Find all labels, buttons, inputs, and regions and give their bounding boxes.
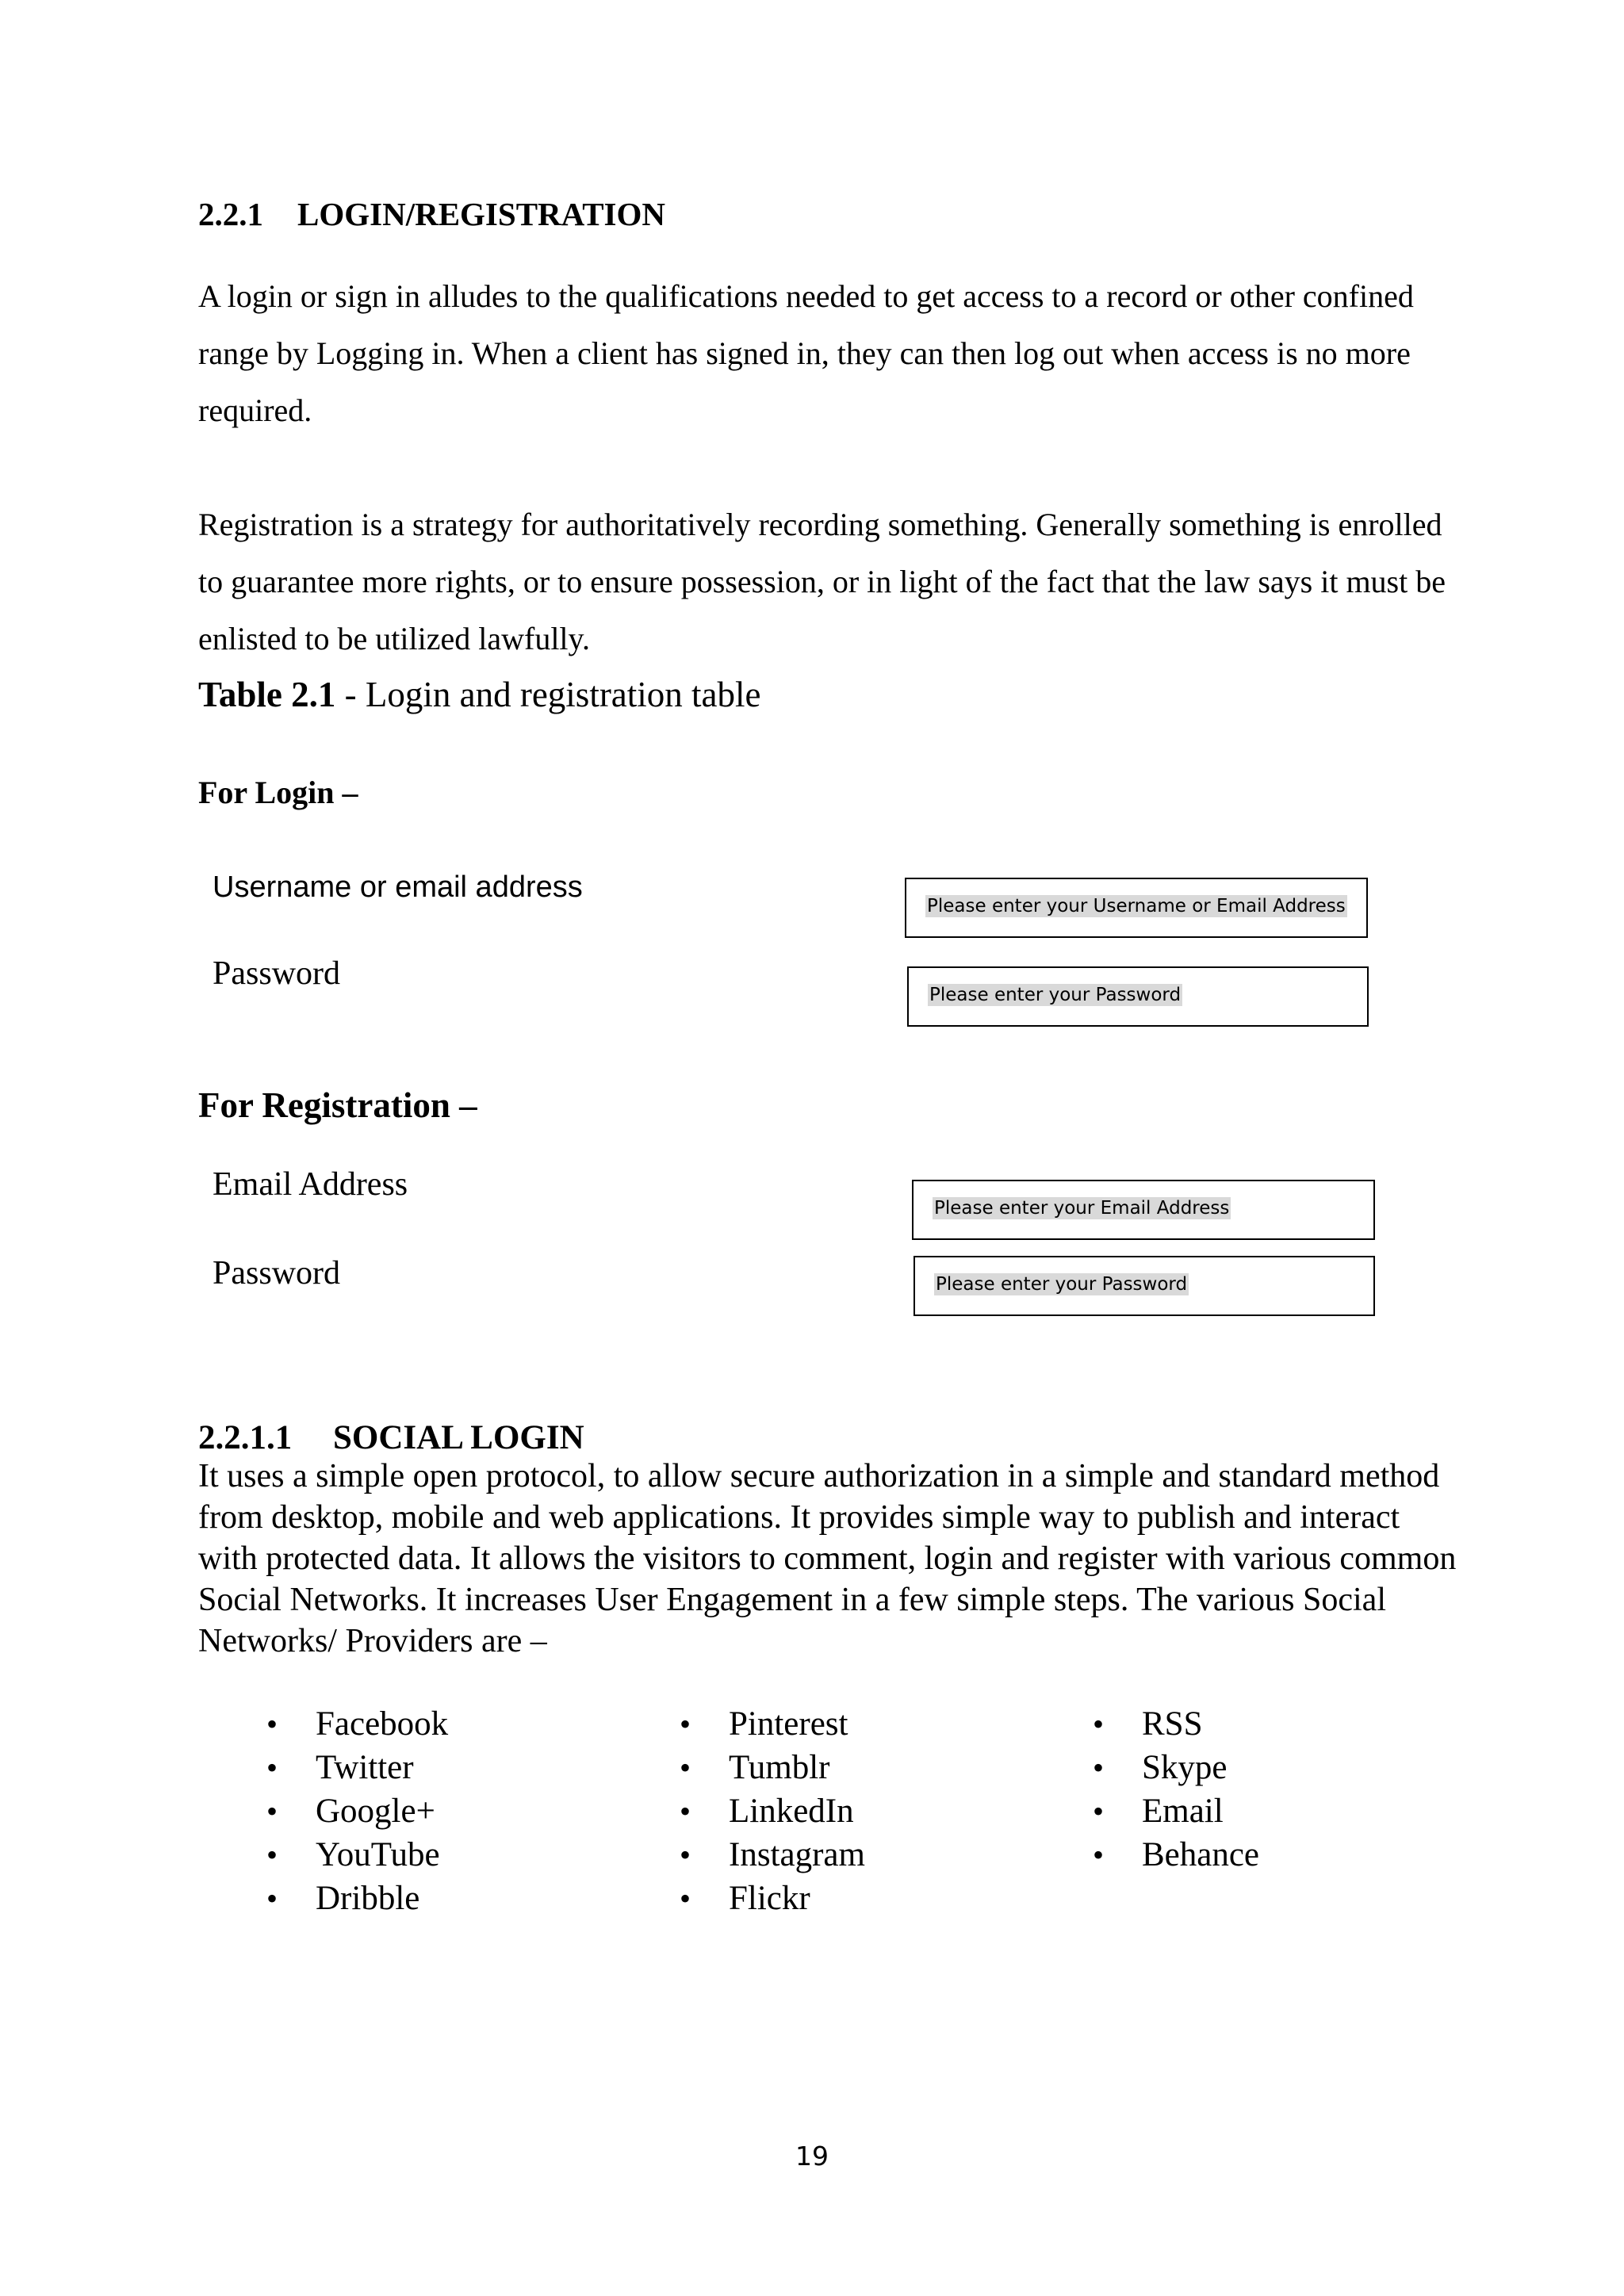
list-item: • Facebook — [203, 1702, 448, 1746]
login-heading: For Login – — [198, 775, 358, 810]
registration-email-placeholder: Please enter your Email Address — [934, 1198, 1230, 1219]
table-caption-label: Table 2.1 — [198, 675, 336, 714]
registration-heading: For Registration – — [198, 1085, 477, 1125]
list-item: • Email — [1029, 1789, 1259, 1833]
subsection-number: 2.2.1.1 — [198, 1419, 293, 1456]
list-item: • Tumblr — [616, 1746, 865, 1789]
subsection-heading — [198, 1418, 584, 1457]
login-password-input[interactable] — [907, 966, 1369, 1027]
list-item: • Instagram — [616, 1833, 865, 1877]
registration-email-label: Email Address — [213, 1166, 408, 1203]
registration-email-input[interactable] — [912, 1180, 1375, 1240]
list-item: • RSS — [1029, 1702, 1259, 1746]
section-heading — [198, 195, 665, 233]
table-caption — [198, 674, 760, 715]
list-item: • Behance — [1029, 1833, 1259, 1877]
social-login-paragraph: It uses a simple open protocol, to allow secure authorization in a simple and standard method from desktop, mobile and web applications. It provides simple way to publish and interact with protected data. It allows the visitors to comment, login and register with various common Social Networks. It increases User Engagement in a few simple steps. The various Social Networks/ Providers are – — [198, 1458, 1457, 1659]
login-username-placeholder: Please enter your Username or Email Address — [927, 896, 1346, 916]
list-item: • Skype — [1029, 1746, 1259, 1789]
intro-paragraph-login: A login or sign in alludes to the qualifications needed to get access to a record or other confined range by Logging in. When a client has signed in, they can then log out when access is no more required. — [198, 278, 1414, 428]
list-item: • Google+ — [203, 1789, 448, 1833]
subsection-title: SOCIAL LOGIN — [333, 1419, 584, 1456]
intro-paragraph-registration: Registration is a strategy for authoritatively recording something. Generally something is enrolled to guarantee more rights, or to ensure possession, or in light of the fact that the law says it must be enlisted to be utilized lawfully. — [198, 507, 1446, 656]
registration-password-input[interactable] — [914, 1256, 1375, 1316]
login-password-label: Password — [213, 955, 341, 992]
list-item: • Dribble — [203, 1877, 448, 1920]
login-password-placeholder: Please enter your Password — [929, 985, 1182, 1005]
list-item: • Twitter — [203, 1746, 448, 1789]
providers-column-1 — [203, 1702, 448, 1920]
list-item: • LinkedIn — [616, 1789, 865, 1833]
table-caption-text: - Login and registration table — [335, 675, 761, 714]
section-number: 2.2.1 — [198, 196, 263, 232]
page-number: 19 — [795, 2141, 829, 2172]
registration-password-label: Password — [213, 1255, 341, 1292]
list-item: • YouTube — [203, 1833, 448, 1877]
providers-column-2 — [616, 1702, 865, 1920]
login-username-input[interactable] — [905, 878, 1368, 938]
section-title: LOGIN/REGISTRATION — [297, 196, 666, 232]
registration-password-placeholder: Please enter your Password — [936, 1274, 1188, 1295]
providers-column-3 — [1029, 1702, 1259, 1877]
list-item: • Pinterest — [616, 1702, 865, 1746]
list-item: • Flickr — [616, 1877, 865, 1920]
login-username-label: Username or email address — [213, 871, 583, 904]
